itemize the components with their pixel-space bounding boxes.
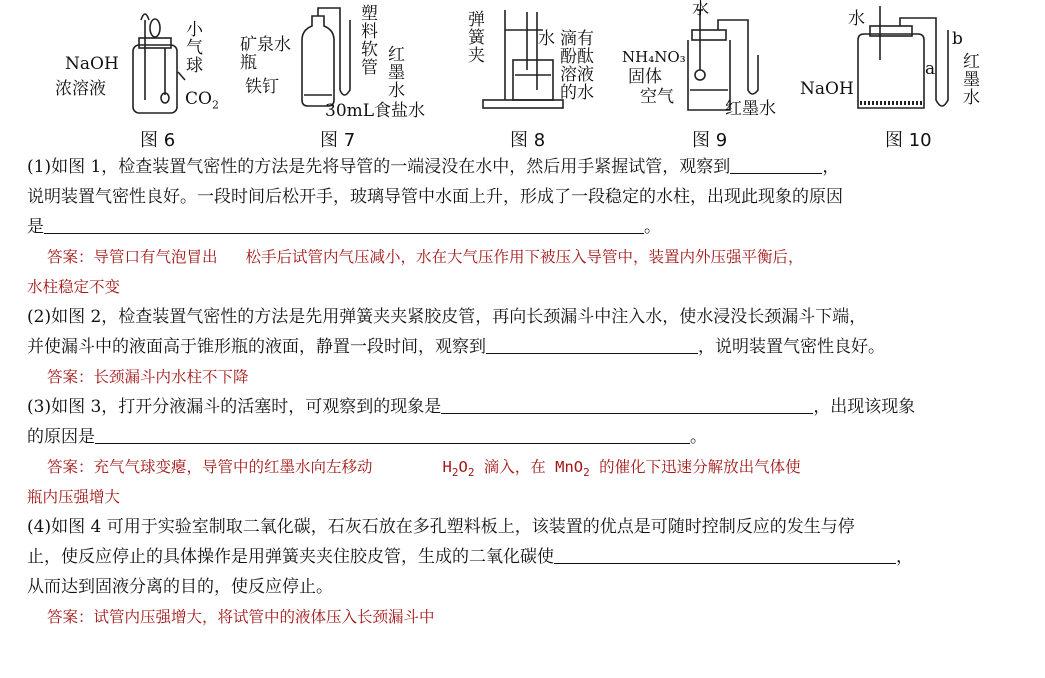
figure-6 <box>55 0 235 150</box>
q3-answer-2: $H_2O_2$ 滴入，在 MnO$_2$ 的催化下迅速分解放出气体使 <box>442 458 801 480</box>
fig10-water-label: 水 <box>848 9 865 29</box>
q4-line-3: 从而达到固液分离的目的，使反应停止。 <box>27 577 333 597</box>
figures-row <box>0 0 1045 150</box>
fig8-clip-label: 弹簧夹 <box>464 10 484 64</box>
q3-text-1: (3)如图 3，打开分液漏斗的活塞时，可观察到的现象是 <box>27 397 442 417</box>
q1-line-3 <box>27 212 1027 242</box>
q4-answer: 答案：试管内压强增大，将试管中的液体压入长颈漏斗中 <box>47 608 435 626</box>
fig8-phen-label: 滴有酚酞溶液的水 <box>560 29 594 103</box>
q1-line-2: 说明装置气密性良好。一段时间后松开手，玻璃导管中水面上升，形成了一段稳定的水柱，出现此现象的原因 <box>27 187 843 207</box>
fig6-caption: 图 6 <box>140 130 176 151</box>
q4-line-2 <box>27 542 1027 572</box>
q1-punct-3: 。 <box>644 217 661 237</box>
q4-punct-2: ， <box>896 547 913 567</box>
q4-line-1: (4)如图 4 可用于实验室制取二氧化碳，石灰石放在多孔塑料板上，该装置的优点是可随时控制反应的发生与停 <box>27 517 855 537</box>
fig9-water-label: 水 <box>692 0 709 19</box>
q2-blank <box>486 333 698 354</box>
fig7-brine-label: 30mL食盐水 <box>325 101 426 121</box>
question-body <box>27 152 1027 632</box>
q3-answer-1: 答案：充气气球变瘪，导管中的红墨水向左移动 <box>47 458 373 476</box>
q1-answer-line-1 <box>27 242 1027 272</box>
fig7-nail-label: 铁钉 <box>245 77 279 97</box>
q3-blank-1 <box>441 393 813 414</box>
q2-line-2 <box>27 332 1027 362</box>
q2-text-2: 并使漏斗中的液面高于锥形瓶的液面，静置一段时间，观察到 <box>27 337 486 357</box>
fig9-caption: 图 9 <box>692 130 728 151</box>
fig10-b-label: b <box>952 29 963 49</box>
fig7-caption: 图 7 <box>320 130 356 151</box>
fig9-solid-label: 固体 <box>628 67 662 87</box>
q1-blank-2 <box>44 213 644 234</box>
q2-text-2-end: ，说明装置气密性良好。 <box>698 337 885 357</box>
q3-punct-2: 。 <box>690 427 707 447</box>
fig7-ink-label: 红墨水 <box>384 45 404 99</box>
fig6-naoh-label: NaOH <box>65 54 119 74</box>
q3-line-2 <box>27 422 1027 452</box>
figure-10 <box>800 0 1000 150</box>
fig9-air-label: 空气 <box>640 87 674 107</box>
fig8-water-label: 水 <box>538 29 555 49</box>
fig10-caption: 图 10 <box>885 130 932 151</box>
q2-line-1: (2)如图 2，检查装置气密性的方法是先用弹簧夹夹紧胶皮管，再向长颈漏斗中注入水，使水浸没长颈漏斗下端， <box>27 307 867 327</box>
q3-text-2: 的原因是 <box>27 427 95 447</box>
q1-text-3: 是 <box>27 217 44 237</box>
fig6-solution-label: 浓溶液 <box>55 79 106 99</box>
figure-9 <box>620 0 795 150</box>
figure-8 <box>465 0 615 150</box>
q2-answer: 答案：长颈漏斗内水柱不下降 <box>47 368 249 386</box>
q1-blank-1 <box>730 153 822 174</box>
fig7-bottle-label: 矿泉水瓶 <box>240 35 291 73</box>
q4-blank <box>554 543 896 564</box>
fig10-a-label: a <box>925 59 936 79</box>
q3-blank-2 <box>95 423 690 444</box>
q3-text-1-end: ，出现该现象 <box>813 397 916 417</box>
q1-answer-line-2: 水柱稳定不变 <box>27 278 121 296</box>
fig6-co2-label: $CO_2$ <box>185 89 219 112</box>
q3-answer-line-2: 瓶内压强增大 <box>27 488 121 506</box>
q3-line-1 <box>27 392 1027 422</box>
fig6-balloon-label: 小气球 <box>182 20 202 74</box>
q1-punct-1: ， <box>822 157 840 177</box>
q1-text-1: (1)如图 1，检查装置气密性的方法是先将导管的一端浸没在水中，然后用手紧握试管，观察到 <box>27 157 731 177</box>
fig10-ink-label: 红墨水 <box>959 52 979 106</box>
q4-text-2: 止，使反应停止的具体操作是用弹簧夹夹住胶皮管，生成的二氧化碳使 <box>27 547 554 567</box>
fig9-ink-label: 红墨水 <box>725 99 776 119</box>
q3-answer-line-1 <box>27 452 1027 482</box>
q1-line-1 <box>27 152 1027 182</box>
fig9-nh4no3-label: NH₄NO₃ <box>622 48 686 66</box>
q1-answer-1: 答案：导管口有气泡冒出 <box>47 248 218 266</box>
fig10-naoh-label: NaOH <box>800 79 854 99</box>
q1-answer-2: 松手后试管内气压减小，水在大气压作用下被压入导管中，装置内外压强平衡后， <box>245 248 804 266</box>
figure-7 <box>240 0 460 150</box>
fig8-caption: 图 8 <box>510 130 546 151</box>
fig7-tube-label: 塑料软管 <box>357 4 377 76</box>
